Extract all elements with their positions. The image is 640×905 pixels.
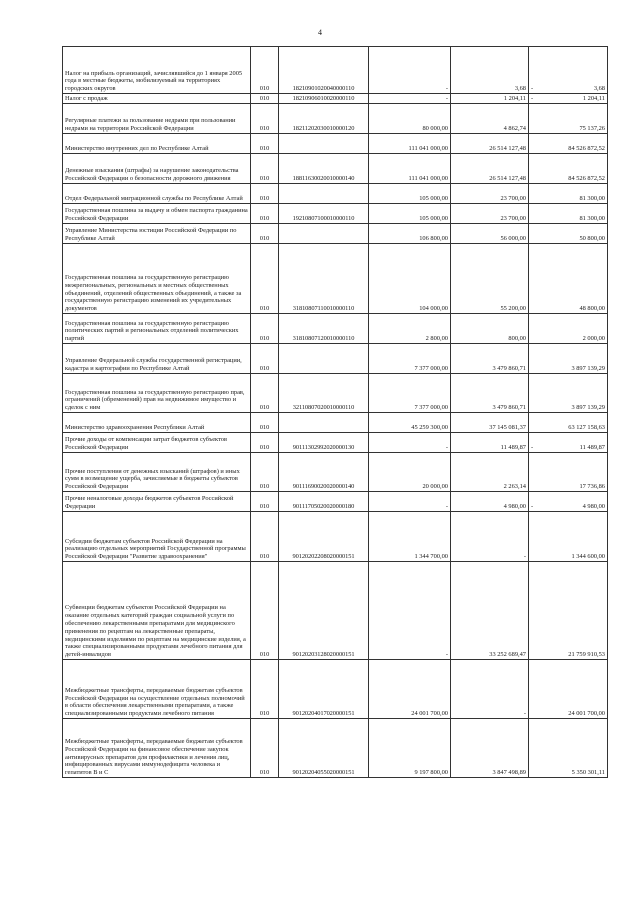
row-kbk: 18210906010020000110	[279, 94, 369, 104]
row-kbk: 90111690020020000140	[279, 453, 369, 492]
row-name: Денежные взыскания (штрафы) за нарушение законодательства Российской Федерации о безопасности дорожного движения	[63, 154, 251, 184]
row-rest: 24 001 700,00	[529, 660, 608, 719]
row-rest: 5 350 301,11	[529, 719, 608, 778]
row-name: Управление Министерства юстиции Российской Федерации по Республике Алтай	[63, 224, 251, 244]
row-name: Управление Федеральной службы государственной регистрации, кадастра и картографии по Республике Алтай	[63, 344, 251, 374]
row-fact: 3 847 498,89	[451, 719, 529, 778]
row-rest: 2 000,00	[529, 314, 608, 344]
row-fact: 33 252 689,47	[451, 562, 529, 660]
row-fact: 56 000,00	[451, 224, 529, 244]
row-rest	[529, 433, 608, 453]
row-name: Прочие неналоговые доходы бюджетов субъектов Российской Федерации	[63, 492, 251, 512]
row-name: Налог с продаж	[63, 94, 251, 104]
table-row	[63, 433, 608, 453]
row-code: 010	[251, 344, 279, 374]
row-rest: 21 759 910,53	[529, 562, 608, 660]
row-rest-value: 11 489,87	[579, 444, 605, 452]
row-rest-value: 4 980,00	[582, 503, 605, 511]
row-kbk	[279, 344, 369, 374]
row-name: Министерство здравоохранения Республики Алтай	[63, 413, 251, 433]
row-rest	[529, 94, 608, 104]
table-row	[63, 47, 608, 94]
row-kbk: 90120204055020000151	[279, 719, 369, 778]
row-plan: 45 259 300,00	[369, 413, 451, 433]
row-code: 010	[251, 719, 279, 778]
row-kbk: 31810807110010000110	[279, 244, 369, 314]
row-code: 010	[251, 224, 279, 244]
row-plan: 7 377 000,00	[369, 344, 451, 374]
row-plan: 105 000,00	[369, 204, 451, 224]
row-plan: 2 800,00	[369, 314, 451, 344]
row-plan: -	[369, 433, 451, 453]
row-kbk: 18211202030010000120	[279, 104, 369, 134]
row-code: 010	[251, 433, 279, 453]
table-row	[63, 562, 608, 660]
row-rest	[529, 47, 608, 94]
row-rest: 48 800,00	[529, 244, 608, 314]
row-kbk: 90111302992020000130	[279, 433, 369, 453]
table-row	[63, 413, 608, 433]
row-code: 010	[251, 660, 279, 719]
row-fact: 26 514 127,48	[451, 134, 529, 154]
table-row	[63, 344, 608, 374]
row-code: 010	[251, 562, 279, 660]
row-plan: 105 000,00	[369, 184, 451, 204]
revenue-table	[62, 46, 608, 778]
row-name: Регулярные платежи за пользование недрами при пользовании недрами на территории Российской Федерации	[63, 104, 251, 134]
row-code: 010	[251, 104, 279, 134]
row-plan: 9 197 800,00	[369, 719, 451, 778]
row-code: 010	[251, 314, 279, 344]
row-rest: 81 300,00	[529, 204, 608, 224]
row-rest: 63 127 158,63	[529, 413, 608, 433]
row-fact: 26 514 127,48	[451, 154, 529, 184]
row-rest-sign: -	[531, 444, 534, 452]
row-fact: 4 980,00	[451, 492, 529, 512]
row-fact: 37 145 081,37	[451, 413, 529, 433]
table-row	[63, 204, 608, 224]
row-code: 010	[251, 453, 279, 492]
row-rest-value: 1 204,11	[582, 95, 605, 103]
table-row	[63, 660, 608, 719]
row-fact: -	[451, 660, 529, 719]
row-name: Прочие доходы от компенсации затрат бюджетов субъектов Российской Федерации	[63, 433, 251, 453]
row-plan: -	[369, 47, 451, 94]
row-fact: 3 479 860,71	[451, 344, 529, 374]
row-plan: -	[369, 94, 451, 104]
row-plan: 111 041 000,00	[369, 154, 451, 184]
row-rest-sign: -	[531, 95, 534, 103]
row-code: 010	[251, 492, 279, 512]
revenue-table-body	[63, 47, 608, 778]
row-plan: 111 041 000,00	[369, 134, 451, 154]
row-code: 010	[251, 244, 279, 314]
row-kbk: 18210901020040000110	[279, 47, 369, 94]
row-kbk: 19210807100010000110	[279, 204, 369, 224]
row-code: 010	[251, 204, 279, 224]
row-plan: 20 000,00	[369, 453, 451, 492]
row-fact: 4 862,74	[451, 104, 529, 134]
row-fact: 1 204,11	[451, 94, 529, 104]
row-name: Отдел Федеральной миграционной службы по Республике Алтай	[63, 184, 251, 204]
row-rest: 17 736,86	[529, 453, 608, 492]
row-kbk: 18811630020010000140	[279, 154, 369, 184]
row-code: 010	[251, 184, 279, 204]
row-plan: 1 344 700,00	[369, 512, 451, 562]
row-rest: 84 526 872,52	[529, 154, 608, 184]
row-fact: 55 200,00	[451, 244, 529, 314]
table-row	[63, 374, 608, 413]
row-fact: 23 700,00	[451, 204, 529, 224]
row-name: Межбюджетные трансферты, передаваемые бюджетам субъектов Российской Федерации на осуществление отдельных полномочий в области обеспечения лекарственными препаратами, а также специализированными продуктами лечебного питания	[63, 660, 251, 719]
row-code: 010	[251, 134, 279, 154]
table-row	[63, 94, 608, 104]
row-name: Государственная пошлина за выдачу и обмен паспорта гражданина Российской Федерации	[63, 204, 251, 224]
row-fact: -	[451, 512, 529, 562]
row-kbk: 90120203128020000151	[279, 562, 369, 660]
table-row	[63, 719, 608, 778]
row-name: Субвенции бюджетам субъектов Российской Федерации на оказание отдельных категорий граждан социальной услуги по обеспечению лекарственными препаратами для медицинского применения по рецептам на лекарственные препараты, медицинскими изделиями по рецептам на медицинские изделия, а также специализированными продуктами лечебного питания для детей-инвалидов	[63, 562, 251, 660]
table-row	[63, 314, 608, 344]
row-plan: 80 000,00	[369, 104, 451, 134]
row-fact: 3,68	[451, 47, 529, 94]
row-kbk: 90111705020020000180	[279, 492, 369, 512]
row-name: Государственная пошлина за государственную регистрацию политических партий и региональных отделений политических партий	[63, 314, 251, 344]
row-rest: 81 300,00	[529, 184, 608, 204]
row-name: Государственная пошлина за государственную регистрацию межрегиональных, региональных и местных общественных объединений, отделений общественных объединений, а также за государственную регистрацию изменений их учредительных документов	[63, 244, 251, 314]
row-name: Министерство внутренних дел по Республике Алтай	[63, 134, 251, 154]
row-name: Межбюджетные трансферты, передаваемые бюджетам субъектов Российской Федерации на финансовое обеспечение закупок антивирусных препаратов для профилактики и лечения лиц, инфицированных вирусами иммунодефицита человека и гепатитов В и С	[63, 719, 251, 778]
row-rest-sign: -	[531, 85, 534, 93]
row-name: Субсидии бюджетам субъектов Российской Федерации на реализацию отдельных мероприятий Государственной программы Российской Федерации "Развитие здравоохранения"	[63, 512, 251, 562]
row-plan: 24 001 700,00	[369, 660, 451, 719]
row-name: Налог на прибыль организаций, зачислявшийся до 1 января 2005 года в местные бюджеты, мобилизуемый на территориях городских округов	[63, 47, 251, 94]
row-rest-sign: -	[531, 503, 534, 511]
table-row	[63, 453, 608, 492]
row-kbk	[279, 134, 369, 154]
table-row	[63, 134, 608, 154]
row-code: 010	[251, 94, 279, 104]
row-kbk	[279, 224, 369, 244]
row-rest: 1 344 600,00	[529, 512, 608, 562]
row-name: Государственная пошлина за государственную регистрацию прав, ограничений (обременений) прав на недвижимое имущество и сделок с ним	[63, 374, 251, 413]
row-kbk: 90120202208020000151	[279, 512, 369, 562]
row-plan: 7 377 000,00	[369, 374, 451, 413]
table-row	[63, 492, 608, 512]
row-plan: 104 000,00	[369, 244, 451, 314]
row-fact: 800,00	[451, 314, 529, 344]
row-plan: -	[369, 492, 451, 512]
row-code: 010	[251, 413, 279, 433]
row-rest: 75 137,26	[529, 104, 608, 134]
page-number: 4	[318, 28, 322, 37]
table-row	[63, 512, 608, 562]
row-rest	[529, 492, 608, 512]
row-rest: 3 897 139,29	[529, 344, 608, 374]
row-fact: 23 700,00	[451, 184, 529, 204]
row-code: 010	[251, 47, 279, 94]
row-rest-value: 3,68	[593, 85, 605, 93]
row-kbk: 31810807120010000110	[279, 314, 369, 344]
table-row	[63, 184, 608, 204]
table-row	[63, 104, 608, 134]
row-rest: 50 800,00	[529, 224, 608, 244]
row-plan: -	[369, 562, 451, 660]
row-kbk	[279, 413, 369, 433]
row-code: 010	[251, 512, 279, 562]
row-fact: 11 489,87	[451, 433, 529, 453]
row-code: 010	[251, 374, 279, 413]
row-kbk: 32110807020010000110	[279, 374, 369, 413]
table-row	[63, 154, 608, 184]
table-row	[63, 224, 608, 244]
row-fact: 3 479 860,71	[451, 374, 529, 413]
row-rest: 3 897 139,29	[529, 374, 608, 413]
row-name: Прочие поступления от денежных взысканий (штрафов) и иных сумм в возмещение ущерба, зачисляемые в бюджеты субъектов Российской Федерации	[63, 453, 251, 492]
row-kbk	[279, 184, 369, 204]
row-code: 010	[251, 154, 279, 184]
row-kbk: 90120204017020000151	[279, 660, 369, 719]
row-plan: 106 800,00	[369, 224, 451, 244]
row-rest: 84 526 872,52	[529, 134, 608, 154]
table-row	[63, 244, 608, 314]
row-fact: 2 263,14	[451, 453, 529, 492]
